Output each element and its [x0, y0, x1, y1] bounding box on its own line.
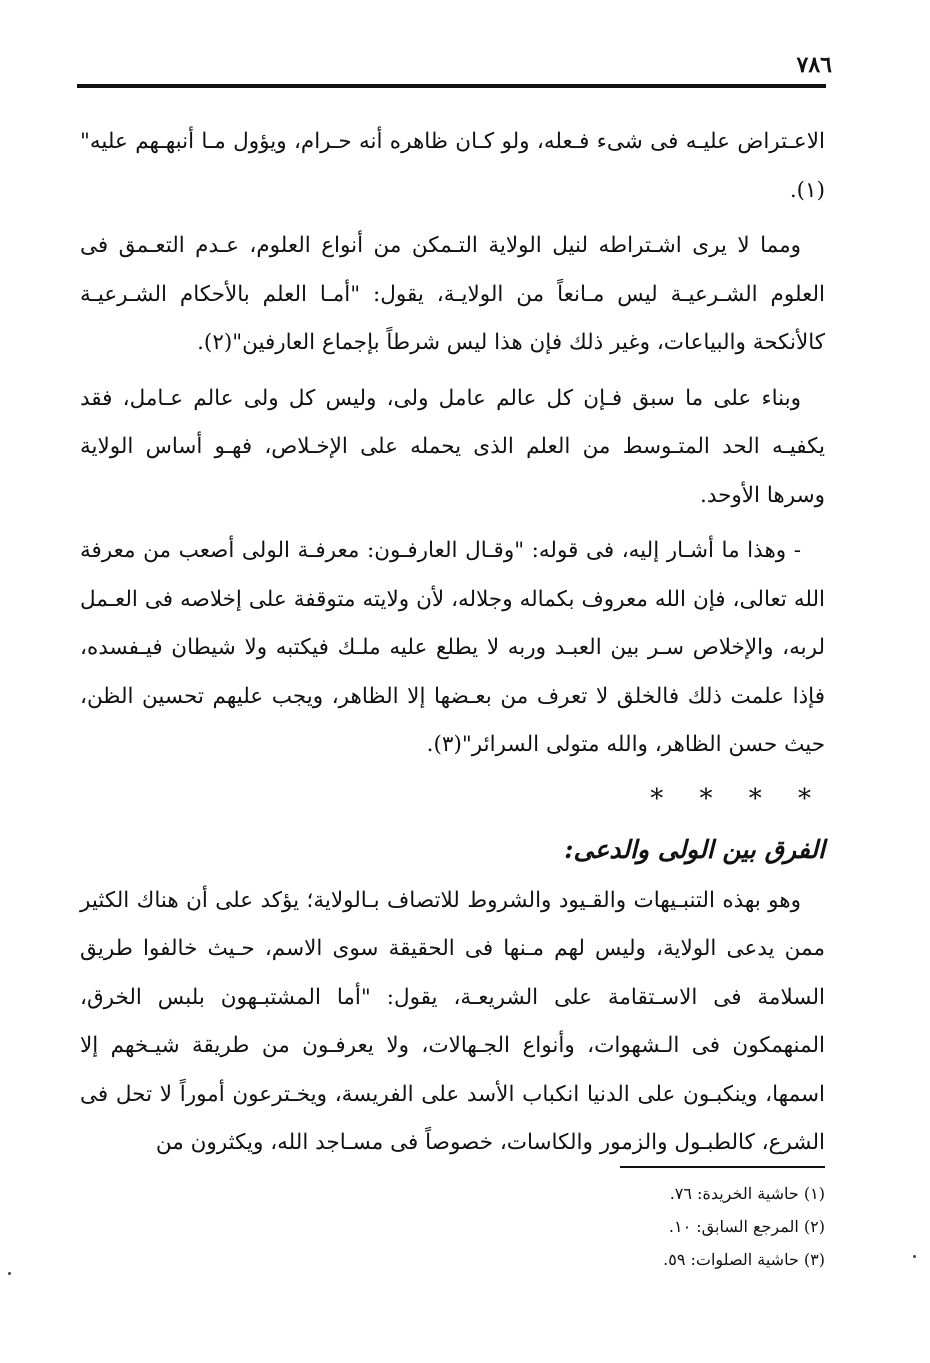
footnote-1: (١) حاشية الخريدة: ٧٦.	[669, 1184, 825, 1203]
header-rule	[77, 84, 826, 88]
paragraph-5: وهو بهذه التنبـيهات والقـيود والشروط للاتصاف بـالولاية؛ يؤكد على أن هناك الكثير ممن يدعى الولاية، وليس لهم مـنها فى الحقيقة سوى الاسم، حـيث خالفوا طريق السلامة فى الاسـتقامة على الشريعـة، يقول: "أما المشتبـهون بلبس الخرق، المنهمكون فى الـشهوات، وأنواع الجـهالات، ولا يعرفـون من طريقة شيـخهم إلا اسمها، وينكبـون على الدنيا انكباب الأسد على الفريسة، ويخـترعون أموراً لا تحل فى الشرع، كالطبـول والزمور والكاسات، خصوصاً فى مسـاجد الله، ويكثرون من	[80, 887, 825, 1155]
footnote-3: (٣) حاشية الصلوات: ٥٩.	[663, 1250, 825, 1269]
paragraph-2: ومما لا يرى اشـتراطه لنيل الولاية التـمكن من أنواع العلوم، عـدم التعـمق فى العلوم الشـرعيـة ليس مـانعاً من الولايـة، يقول: "أمـا العلم بالأحكام الشـرعيـة كالأنكحة والبياعات، وغير ذلك فإن هذا ليس شرطاً بإجماع العارفين"(٢).	[80, 233, 825, 355]
scan-speck	[8, 1272, 11, 1275]
footnote-2: (٢) المرجع السابق: ١٠.	[668, 1217, 825, 1236]
footnote-rule	[620, 1166, 825, 1168]
section-heading: الفرق بين الولى والدعى:	[564, 834, 825, 864]
paragraph-1: الاعـتراض عليـه فى شىء فـعله، ولو كـان ظاهره أنه حـرام، ويؤول مـا أنبهـهم عليه"(١).	[80, 129, 825, 203]
section-divider-ornament: * * * *	[650, 783, 825, 814]
footnotes	[465, 1177, 825, 1276]
paragraph-4: - وهذا ما أشـار إليه، فى قوله: "وقـال العارفـون: معرفـة الولى أصعب من معرفة الله تعالى، فإن الله معروف بكماله وجلاله، لأن ولايته متوقفة على إخلاصه فى العـمل لربه، والإخلاص سـر بين العبـد وربه لا يطلع عليه ملـك فيكتبه ولا شيطان فيـفسده، فإذا علمت ذلك فالخلق لا تعرف من بعـضها إلا الظاهر، ويجب عليهم تحسين الظن، حيث حسن الظاهر، والله متولى السرائر"(٣).	[80, 538, 825, 757]
scan-speck	[913, 1255, 916, 1258]
paragraph-3: وبناء على ما سبق فـإن كل عالم عامل ولى، وليس كل ولى عالم عـامل، فقد يكفيـه الحد المتـوسط من العلم الذى يحمله على الإخـلاص، فهـو أساس الولاية وسرها الأوحد.	[80, 385, 825, 508]
page-number: ٧٨٦	[796, 52, 832, 78]
main-text	[80, 118, 825, 1175]
